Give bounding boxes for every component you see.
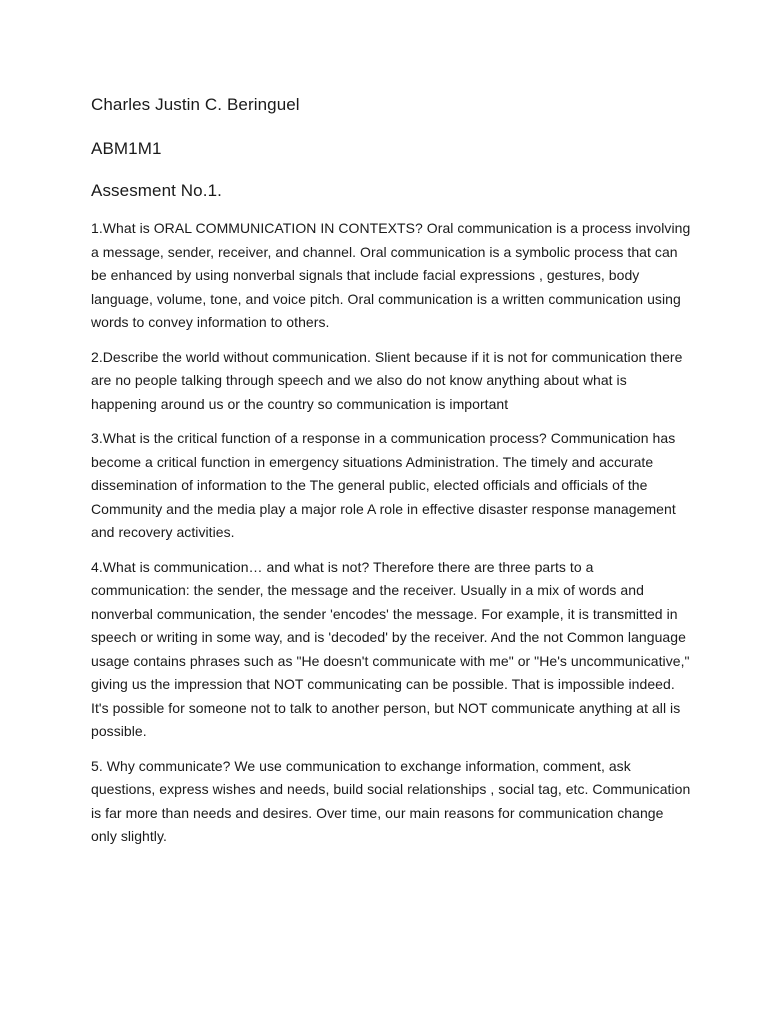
answer-paragraph-2: 2.Describe the world without communication. Slient because if it is not for communication there are no people talking through speech and we also do not know anything about what is happening around us or the country so communication is important	[91, 348, 683, 412]
answer-paragraph-1: 1.What is ORAL COMMUNICATION IN CONTEXTS? Oral communication is a process involving a message, sender, receiver, and channel. Oral communication is a symbolic process that can be enhanced by using nonverbal signals that include facial expressions , gestures, body language, volume, tone, and voice pitch. Oral communication is a written communication using words to convey information to others.	[91, 220, 691, 330]
answer-paragraph-5: 5. Why communicate? We use communication to exchange information, comment, ask questions, express wishes and needs, build social relationships , social tag, etc. Communication is far more than needs and desires. Over time, our main reasons for communication change only slightly.	[91, 757, 691, 844]
document-body	[91, 94, 691, 860]
class-section: ABM1M1	[91, 139, 162, 158]
answer-paragraph-4: 4.What is communication… and what is not? Therefore there are three parts to a communication: the sender, the message and the receiver. Usually in a mix of words and nonverbal communication, the sender 'encodes' the message. For example, it is transmitted in speech or writing in some way, and is 'decoded' by the receiver. And the not Common language usage contains phrases such as "He doesn't communicate with me" or "He's uncommunicative," giving us the impression that NOT communicating can be possible. That is impossible indeed. It's possible for someone not to talk to another person, but NOT communicate anything at all is possible.	[91, 558, 690, 739]
author-name: Charles Justin C. Beringuel	[91, 95, 300, 114]
assessment-title: Assesment No.1.	[91, 181, 222, 200]
answer-paragraph-3: 3.What is the critical function of a response in a communication process? Communication has become a critical function in emergency situations Administration. The timely and accurate dissemination of information to the The general public, elected officials and officials of the Community and the media play a major role A role in effective disaster response management and recovery activities.	[91, 430, 676, 540]
